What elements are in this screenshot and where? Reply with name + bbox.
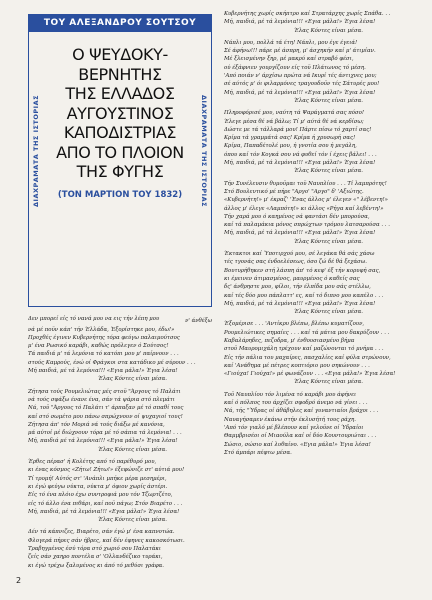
poem-line: νά τούς σφάξω ένανε ένα, σάν τά ψάρια στό πλεμάτι	[28, 396, 175, 403]
poem-line: Προχθές έγινεν Κυβερνήτης τόρα φεύγω παλαιμούτσος	[28, 334, 180, 341]
poem-line: Νά, τής "Ύδρας οί άθάβηλες καί γυναντιαίοι βράχοι . . .	[224, 408, 379, 415]
side-label-left: ΔΙΑΧΡΑΜΑΤΑ ΤΗΣ ΙΣΤΟΡΙΑΣ	[32, 94, 40, 208]
poem-line: Ρουμελιώτικες σημαίες . . . καί τά μάτια μου δακρύζουν . . .	[224, 329, 390, 336]
poem-line: Τοϋ Ναυπλίου τόν λιμένα τό καράβι μου άφήνει	[224, 391, 357, 398]
poem-line: Μέ ξλεισμένην ξηρ, μέ μακρύ καί στραβό φέσι,	[224, 56, 354, 63]
poem-line: Στό Βουλευτικό μέ πήρε "Αργο' "Αργο" δ' 'Αξιώτης.	[224, 188, 364, 195]
title-line: ΒΕΡΝΗΤΗΣ	[78, 64, 162, 84]
refrain-line: Έλας Κόντες είναι μέσα.	[294, 27, 363, 34]
poem-line: Τά παιδιά μ' τά λεμόνια τό κατόπι μου μ' παίρνουν . . .	[28, 351, 179, 358]
article-title	[47, 45, 193, 182]
stanza	[224, 39, 420, 105]
header-box	[28, 14, 212, 307]
poem-line: είς τό άλλο ένα πιθάρι, καί ποϋ πάγω; Στόν Βιαρέτο . . .	[28, 500, 183, 507]
refrain-line: Έλας Κόντες είναι μέσα.	[98, 376, 167, 383]
poem-line: καί 'Ανάθημα μέ πέτρες κοπτιόριο μου σηκώνουν . . .	[224, 362, 370, 369]
poem-line: καί τά παλαμάκια μόνος σπρώχτων τρόμου λατσαρούσα . . .	[224, 222, 390, 229]
poem-line: κι έμεινεν άτιμασμένος, μαυρμένος ό καθείς σας	[224, 275, 360, 282]
poem-line: Δέν τά κάπνιζες, Βιαρέτο, σάν έγώ μ' ένα καπνοτώα.	[28, 529, 175, 536]
poem-line: 'Από τόν γιαλό μέ βλέπουν καί γελοϋνε οί Ύδραίοι	[224, 424, 364, 431]
poem-line: Μή, παιδιά, μέ τά λεμόνια!!! «Εγια μάλα!» Έγια λέσα!	[224, 160, 376, 167]
poem-line: 'Από ποιάν ν' άρχίσω πρώτα νά Ικυρί τές άντιχνες μου;	[224, 73, 377, 80]
poem-line: στοϋ Μαυρομιχάλη τρέχουν καί μαζώνονται τό μνήμα . . .	[224, 346, 384, 353]
poem-line: στούς Καμρούς, ένώ οί Φράγκοι στα κατάδικο μέ σύρουν . . .	[28, 359, 196, 366]
poem-line: Ναυαγήσαμεν έκάνω στήν έκλυσήτή τους ράχη.	[224, 416, 356, 423]
poem-line: καί στό σωμέτο μου πάνω σπρώχνουν οί ψυχαγιοί τους!	[28, 413, 183, 420]
poem-line: Μή, παιδιά, μέ τά λεμόνια!!! «Εγια μάλα!» Έγια λέσα!	[224, 230, 376, 237]
stanza	[224, 320, 420, 386]
refrain-line: Έλας Κόντες είναι μέσα.	[294, 379, 363, 386]
poem-line: Είς τό ένα πλόιο έχω συντροφιά μου τόν Τζωρτζέτο,	[28, 492, 173, 499]
poem-line: Κυβερνήτης χωρίς σκήπτρο καί Στρατάρχης χωρίς Σπάθα. . .	[224, 11, 391, 17]
poem-line: Σώσιο, σώσιο καί λυθαίνο. «Εγια μάλα!» Έγια λέσα!	[224, 441, 371, 448]
stanza	[28, 315, 212, 384]
poem-line: Μή, παιδιά, μέ τά λεμόνια!!! «Εγια μάλα!» Έγια λέσα!	[28, 508, 180, 515]
left-poem	[28, 315, 212, 570]
poem-line: Κρίμα, Παπαδέτολέ μου, ή γνοτία σου ή μεγάλη,	[224, 143, 357, 150]
poem-line: μ' ένα Ρωσικό καράβι, καθώς πρόλεγεν ό Σούτσος!	[28, 343, 169, 350]
poem-line: νά μέ ποϋν κάπ' τήν Έλλάδα, Έξορίστηκε μου, έδω!»	[28, 326, 175, 333]
poem-line: Τήν Συνέλευσιν θυμοϋμαι τοϋ Ναυπλίου . . . Τί λαμπρότης!	[224, 180, 387, 187]
poem-line: Μή, παιδιά μέ τά λεμόνια!!! «Εγια μάλα!» Έγια λέσα!	[28, 438, 178, 445]
right-column	[224, 10, 420, 461]
refrain-line: Έλας Κόντες είναι μέσα.	[294, 309, 363, 316]
poem-line: Φλογερά πήρες σάν ήβρες, καί δέν έφηνες κακοσκότωσι.	[28, 537, 185, 544]
poem-line: Μή, παιδιά, μέ τά λεμόνια!!! «Εγια μάλα!» Έγια λέσα!	[224, 89, 376, 96]
poem-line: Κρίμα τά γραμμάτά σας! Κρίμα ή χρυσωρή σας!	[224, 135, 356, 142]
title-line: ΤΗΣ ΕΛΛΑΔΟΣ	[65, 84, 175, 103]
title-line: ΑΠΟ ΤΟ ΠΛΟΙΟΝ	[56, 142, 184, 162]
author-banner: ΤΟΥ ΑΛΕΞΑΝΔΡΟΥ ΣΟΥΤΣΟΥ	[28, 14, 212, 32]
poem-line: Μή, παιδιά, μέ τά λεμόνια!!! «Εγια μάλα!» Έγια λέσα!	[224, 300, 376, 307]
article-date: (ΤΟΝ ΜΑΡΤΙΟΝ ΤΟΥ 1832)	[57, 189, 183, 200]
refrain-line: Έλας Κόντες είναι μέσα.	[294, 168, 363, 175]
stanza	[28, 388, 212, 454]
stanza	[224, 109, 420, 175]
poem-line: ζείς σάν χαηρο ποντέλα σ' 'Ολλανδέζικο τυράκι,	[28, 554, 163, 561]
poem-line: Τραβηγμένος έσύ τόρα στό χωριό σου Παλατάκι	[28, 546, 162, 553]
poem-line: Θαμμβρισέοι οί Μιαούλα καί οί δύο Κουντουριώται . . .	[224, 433, 377, 440]
poem-line: Σέ άφήνω!!! πάρε μέ άσπρη, μ' άσχηκήν καί μ' άτιμίαν.	[224, 48, 376, 55]
poem-line: Έλεγε μέσα θέ νά βάλω; Τί μ' αύτά θέ νά κερδίσω;	[224, 118, 364, 125]
poem-line: «Γιούχα! Γιούχα!» μέ φωνάζουν . . . «Εγια μάλα!» Έγια λέσα!	[224, 371, 396, 378]
poem-line: όπου καί τόν Κογκά σου νά φυθεί τόν ί έχεις βάλει! . . .	[224, 151, 377, 158]
refrain-line: Έλας Κόντες είναι μέσα.	[294, 97, 363, 104]
poem-line: Στό άμπάρι πέφτω μέσα.	[224, 449, 292, 456]
title-line: ΑΥΓΟΥΣΤΙΝΟΣ	[66, 103, 174, 123]
poem-line: κι έγώ τρέχω ξαλυμένος κι άπό τό μεθύσι γράφα.	[28, 562, 164, 569]
refrain-line: Έλας Κόντες είναι μέσα.	[98, 446, 167, 453]
stanza	[224, 180, 420, 246]
title-line: Ο ΨΕΥΔΟΚΥ-	[72, 45, 168, 64]
stanza	[224, 10, 420, 35]
poem-line: Ζήτησα άπ' τόν Μοριά νά τούς διάξω μέ κανόνια,	[28, 421, 165, 428]
refrain-line: Έλας Κόντες είναι μέσα.	[98, 517, 167, 524]
stanza	[28, 528, 212, 569]
poem-line: Βουτυρήθηκεν στή λάσπη άπ' τό κεφ' έξ τήν κορυφή σας,	[224, 267, 381, 274]
poem-line: Έκτακτοι καί Ύποτιρχού μου, σέ λεγάκα θά σάς χάσω	[224, 251, 375, 258]
poem-line: κι έγώ φεύγω νύκτα, νύκτα μ' όφιον χωρίς άστέρι.	[28, 483, 168, 490]
side-label-right: ΔΙΑΧΡΑΜΑΤΑ ΤΗΣ ΙΣΤΟΡΙΑΣ	[200, 94, 208, 208]
poem-line: Δεν μπορεί είς τό νανά μου να εις τήν λέπη μου	[28, 316, 160, 322]
poem-line: Έξομέρισε . . . 'Αντίκρυ βλέπω, βλέπω κυματίζουν,	[224, 321, 365, 328]
poem-line: Νάπλι μου, πολλά τά έτη! Νάπλι, μου έγε έγειά!	[224, 39, 358, 46]
poem-line: Τήν χαρά μου ό καημένος νά φαντάσι δέν μπορούσα,	[224, 213, 370, 220]
poem-line: κι ένας κόσμος «Ζήτω! Ζήτω!» έξεφώνιζε στ' αύτιά μου!	[28, 467, 185, 474]
stanza	[224, 250, 420, 316]
poem-line: «Κυβερνήτη!» μ' έκραζ' 'Ένας άλλος μ' έλεγεν «" λέβεντη!»	[224, 197, 388, 204]
poem-line: δς' άνθρηστε μου, φίλοι, τήν έλπίδα μου σάς στέλλω,	[224, 284, 371, 291]
poem-line: άλλος μ' έλεγε «Λαμπότη!» κι άλλος «Ρήγα καί λεβέντη!»	[224, 205, 384, 212]
poem-line: Τί τρομή! Αύτός στ' 'Ανάπλι μπήκε μέρα μεσημέρι,	[28, 475, 167, 482]
stanza	[224, 391, 420, 457]
poem-line: Δώστε με τά τάλλαρά μου! Πάρτε πίσω τό χαρτί σας!	[224, 126, 372, 133]
poem-line: Πληροφόρισέ μου, ναύτη τά Ψαράγματά σας πόσο!	[224, 110, 365, 117]
title-line: ΤΗΣ ΦΥΓΗΣ	[76, 162, 164, 181]
poem-line: Νά, τοϋ "Άργους τό Παλάτι τ' άρπαξαν μέ τό σπαθί τους	[28, 405, 184, 412]
poem-line: τές τγονάς σας ένδοελέσεως, όσο ζώ δέ θά ξεχάσω.	[224, 259, 367, 266]
poem-line: καί ό πόλπος του άρχίζει σφοδρό άνεμο νά γίνει . . .	[224, 400, 368, 407]
poem-line: Μή, παιδιά, μέ τά λεμόνια!!! «Εγια μάλα!» Έγια λέσα!	[224, 19, 376, 26]
stanza	[28, 458, 212, 524]
page-number: 2	[16, 576, 22, 585]
poem-line: σέ αύτός μ' όι φιλαρμόνες τραγουδοϋν τές Σάτυρές μου!	[224, 81, 380, 88]
poem-line: καί τές δύο μου πάπλαττ' ες, καί τό διπνο μου καπέλο . . .	[224, 292, 384, 299]
poem-line: Καβαλάρηδες, πεζοδρα, μ' ένθουσιασμένο βήμα	[224, 337, 355, 344]
refrain-line: Έλας Κόντες είναι μέσα.	[294, 238, 363, 245]
left-column	[28, 14, 212, 574]
right-poem	[224, 10, 420, 457]
poem-line: μά αύτοί μέ διώχνουν τόρα μέ τό σάπια τά λεμόνια! . . .	[28, 430, 182, 437]
poem-line: Ζήτησα τούς Ρουμελιώτας μές στοϋ "Άργους τό Παλάτι	[28, 388, 181, 395]
poem-line: ού έξάφνιεν γουργίζουν είς τοϋ Πλάτωνος τό μέση.	[224, 64, 366, 71]
poem-line: ν' άνθέξω	[185, 318, 212, 325]
poem-line: Είς τήν πάλια του μαχαίρες, πασχαλίες καί φύλα στρώνουν,	[224, 354, 391, 361]
poem-line: Μή παιδιά, μέ τά λεμόνια!!! «Εγια μάλα!» Έγια λέσα!	[28, 368, 178, 375]
poem-line: Έρθες πέρασ' ή Κολέτης από τό παρέθυρό μου,	[28, 459, 157, 466]
title-line: ΚΑΠΟΔΙΣΤΡΙΑΣ	[63, 123, 177, 142]
